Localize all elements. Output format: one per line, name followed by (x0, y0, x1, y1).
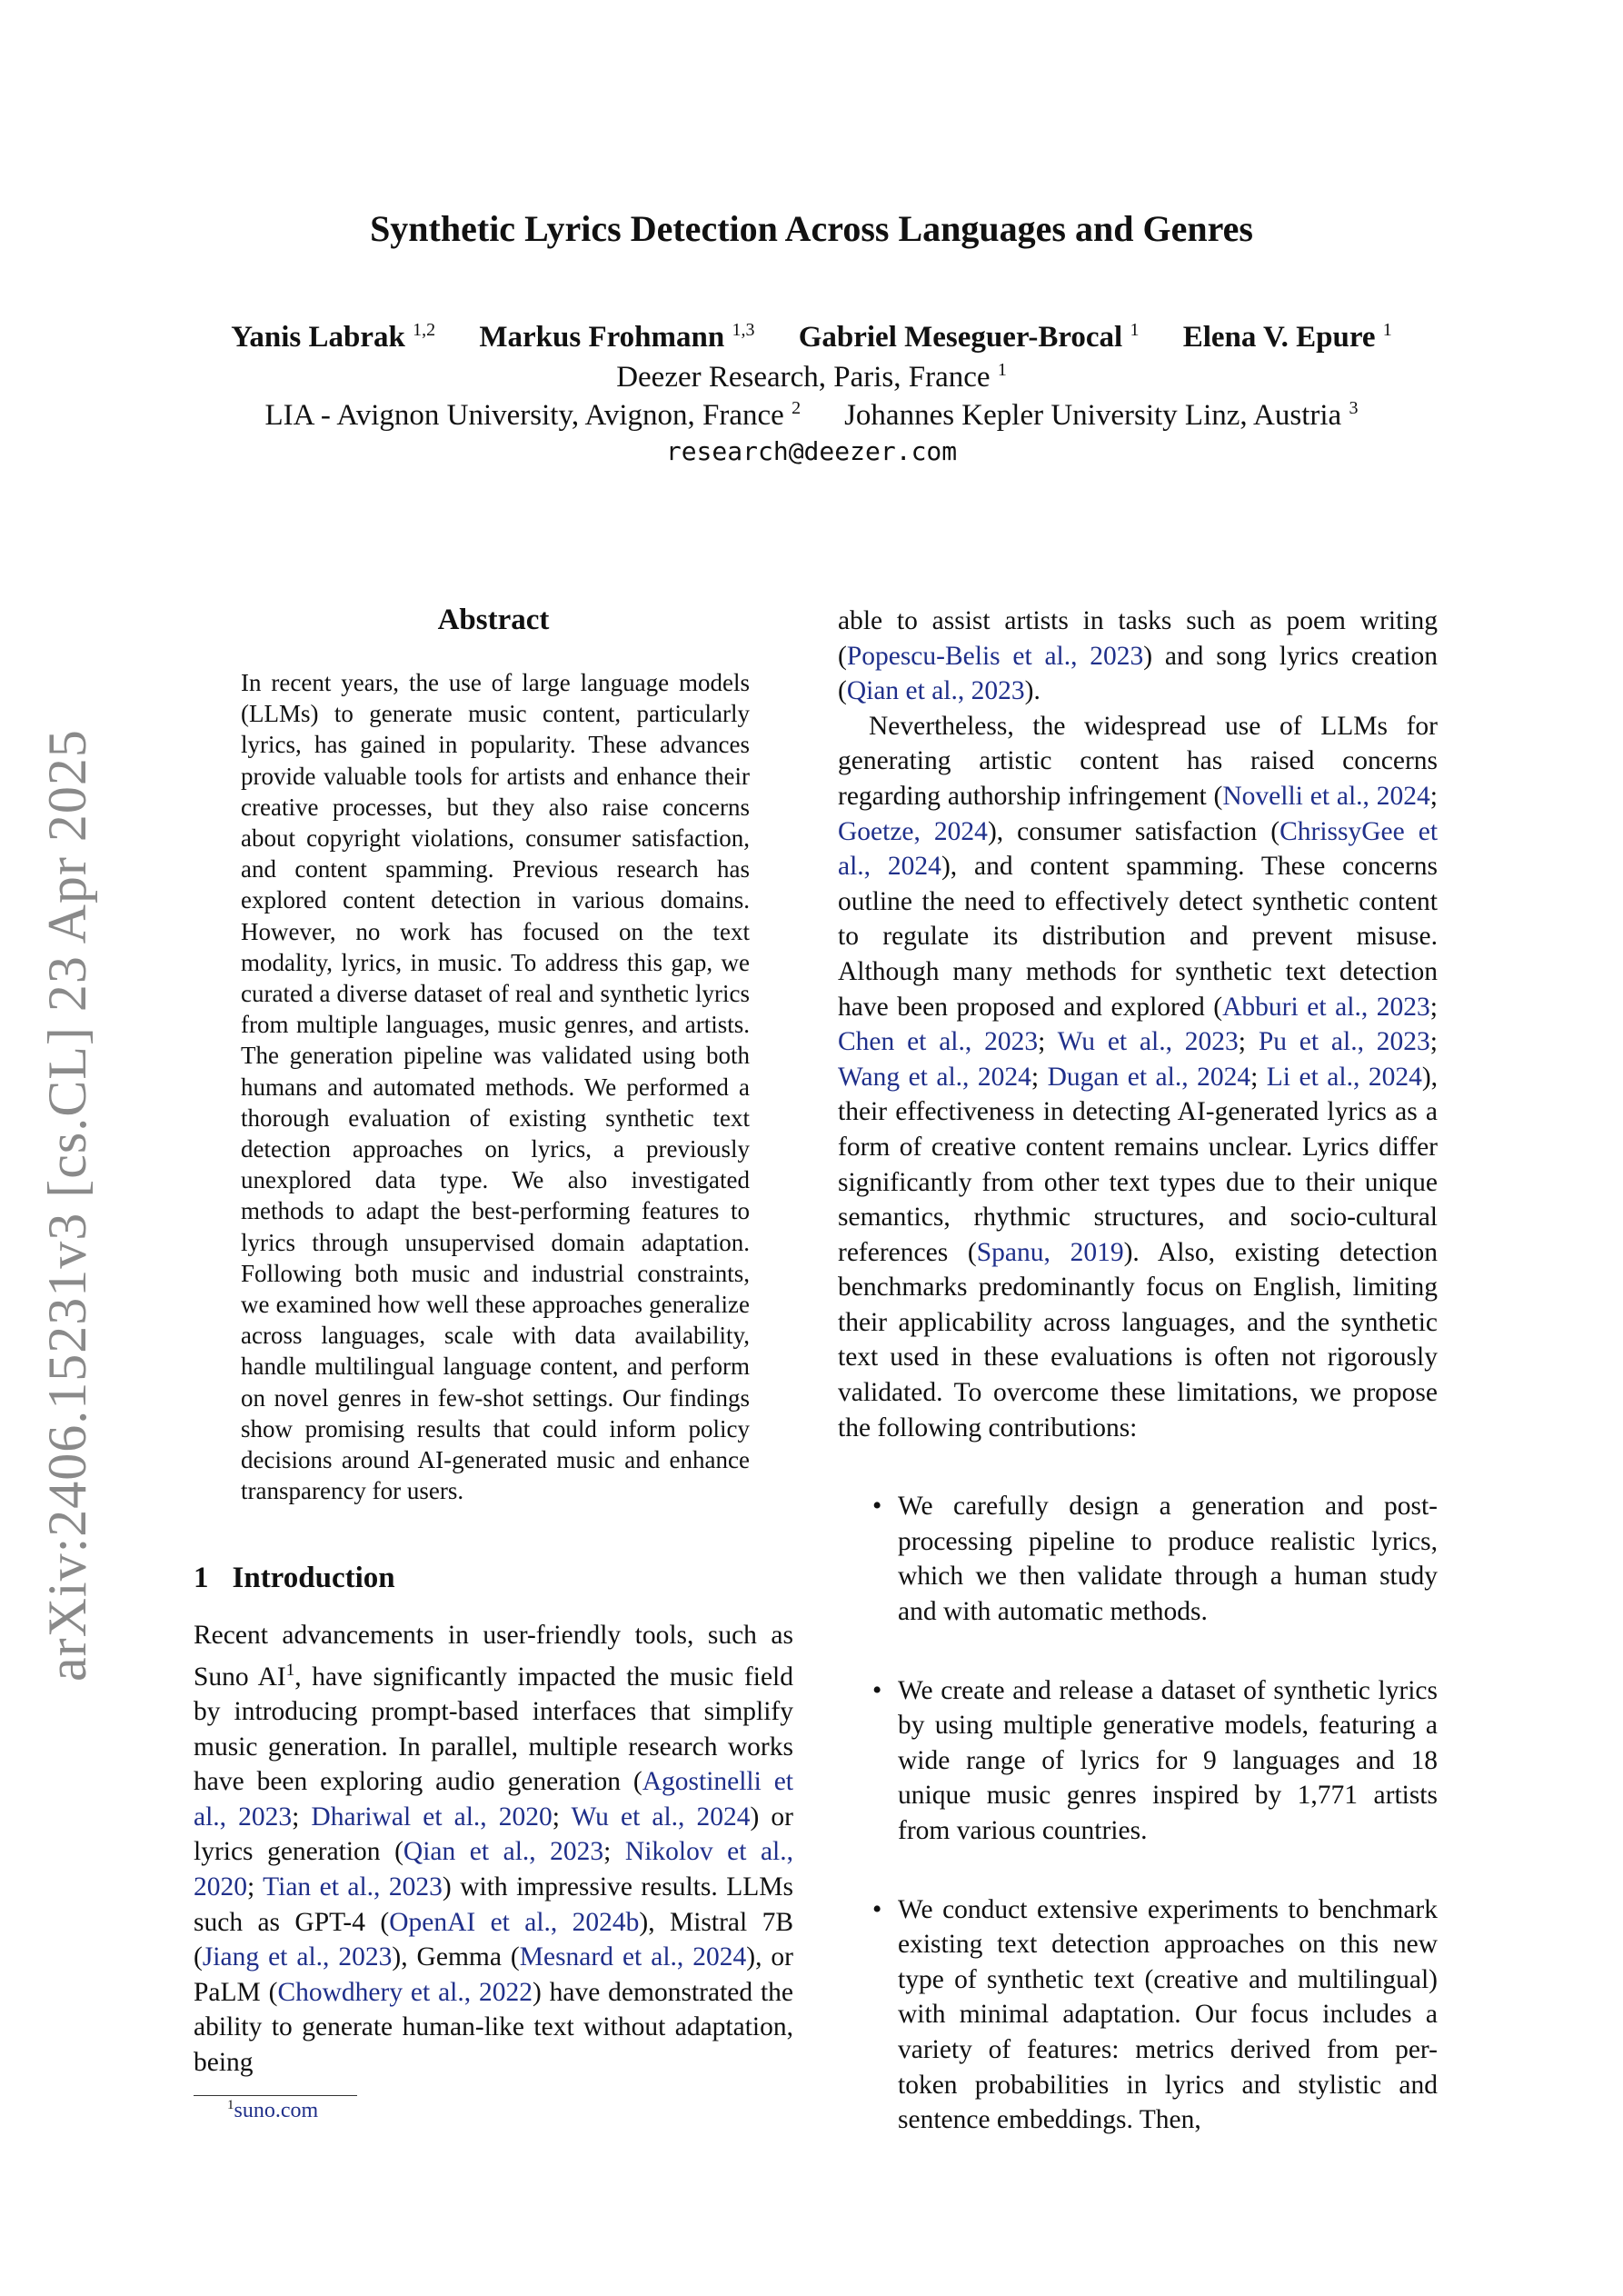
list-item: • We conduct extensive experiments to benchmark existing text detection approaches on this new type of synthetic text (creative and multilingual) with minimal adaptation. Our focus includes a variety of features: metrics derived from per-token probabilities in lyrics and stylistic and sentence embeddings. Then, (872, 1894, 1438, 2135)
right-column (838, 604, 1438, 2181)
author: Gabriel Meseguer-Brocal $^1$ (798, 320, 1140, 354)
citation-link[interactable]: Agostinelli et al., 2023 (194, 1767, 793, 1832)
footnote-marker[interactable]: 1 (285, 1660, 295, 1680)
intro-paragraph: Recent advancements in user-friendly tools, such as Suno AI$^1$, have significantly impacted the music field by introducing prompt-based interfaces that simplify music generation. In parallel, multiple research works have been exploring audio generation (Agostinelli et al., 2023; Dhariwal et al., 2020; Wu et al., 2024) or lyrics generation (Qian et al., 2023; Nikolov et al., 2020; Tian et al., 2023) with impressive results. LLMs such as GPT-4 (OpenAI et al., 2024b), Mistral 7B (Jiang et al., 2023), Gemma (Mesnard et al., 2024), or PaLM (Chowdhery et al., 2022) have demonstrated the ability to generate human-like text without adaptation, being (194, 1621, 794, 2077)
affiliation-line: LIA - Avignon University, Avignon, France $^2$ Johannes Kepler University Linz, Austria $^3$ (264, 398, 1359, 432)
contribution-list (838, 1489, 1438, 2138)
author-list (0, 320, 1623, 354)
author: Elena V. Epure $^1$ (1182, 320, 1392, 354)
author: Yanis Labrak $^{1,2}$ (231, 320, 436, 354)
paper-title: Synthetic Lyrics Detection Across Languages and Genres (370, 208, 1253, 249)
citation-link[interactable]: Qian et al., 2023 (846, 676, 1025, 706)
citation-link[interactable]: Abburi et al., 2023 (1222, 992, 1430, 1022)
citation-link[interactable]: Wang et al., 2024 (838, 1062, 1031, 1092)
citation-link[interactable]: Spanu, 2019 (976, 1237, 1124, 1267)
citation-link[interactable]: Qian et al., 2023 (403, 1837, 604, 1867)
paragraph: able to assist artists in tasks such as poem writing (Popescu-Belis et al., 2023) and song lyrics creation (Qian et al., 2023). (838, 606, 1438, 706)
contact-email: research@deezer.com (665, 436, 958, 466)
citation-link[interactable]: Chowdhery et al., 2022 (277, 1977, 533, 2007)
citation-link[interactable]: Wu et al., 2023 (1057, 1027, 1239, 1057)
citation-link[interactable]: OpenAI et al., 2024b (389, 1907, 640, 1937)
citation-link[interactable]: Jiang et al., 2023 (202, 1942, 393, 1972)
citation-link[interactable]: Wu et al., 2024 (571, 1802, 751, 1832)
author: Markus Frohmann $^{1,3}$ (479, 320, 755, 354)
list-item: • We carefully design a generation and post-processing pipeline to produce realistic lyrics, which we then validate through a human study and with automatic methods. (872, 1492, 1438, 1627)
citation-link[interactable]: Dugan et al., 2024 (1047, 1062, 1251, 1092)
citation-link[interactable]: Li et al., 2024 (1266, 1062, 1422, 1092)
citation-link[interactable]: Nikolov et al., 2020 (194, 1837, 793, 1902)
footnote: $^1$suno.com (227, 2098, 319, 2122)
citation-link[interactable]: Goetze, 2024 (838, 816, 988, 846)
abstract-heading: Abstract (437, 604, 550, 636)
citation-link[interactable]: ChrissyGee et al., 2024 (838, 816, 1439, 882)
section-heading: 1 Introduction (194, 1562, 395, 1594)
citation-link[interactable]: Pu et al., 2023 (1258, 1027, 1430, 1057)
affiliation-line: Deezer Research, Paris, France $^1$ (616, 360, 1007, 394)
citation-link[interactable]: Dhariwal et al., 2020 (311, 1802, 553, 1832)
paragraph: Nevertheless, the widespread use of LLMs for generating artistic content has raised concerns regarding authorship infringement (Novelli et al., 2024; Goetze, 2024), consumer satisfaction (ChrissyGee et al., 2024), and content spamming. These concerns outline the need to effectively detect synthetic content to regulate its distribution and prevent misuse. Although many methods for synthetic text detection have been proposed and explored (Abburi et al., 2023; Chen et al., 2023; Wu et al., 2023; Pu et al., 2023; Wang et al., 2024; Dugan et al., 2024; Li et al., 2024), their effectiveness in detecting AI-generated lyrics as a form of creative content remains unclear. Lyrics differ significantly from other text types due to their unique semantics, rhythmic structures, and socio-cultural references (Spanu, 2019). Also, existing detection benchmarks predominantly focus on English, limiting their applicability across languages, and the synthetic text used in these evaluations is often not rigorously validated. To overcome these limitations, we propose the following contributions: (838, 711, 1439, 1442)
arxiv-stamp: arXiv:2406.15231v3 [cs.CL] 23 Apr 2025 (37, 729, 97, 1682)
citation-link[interactable]: Chen et al., 2023 (838, 1027, 1039, 1057)
abstract-text: In recent years, the use of large language models (LLMs) to generate music content, particularly lyrics, has gained in popularity. These advances provide valuable tools for artists and enhance their creative processes, but they also raise concerns about copyright violations, consumer satisfaction, and content spamming. Previous research has explored content detection in various domains. However, no work has focused on the text modality, lyrics, in music. To address this gap, we curated a diverse dataset of real and synthetic lyrics from multiple languages, music genres, and artists. The generation pipeline was validated using both humans and automated methods. We performed a thorough evaluation of existing synthetic text detection approaches on lyrics, a previously unexplored data type. We also investigated methods to adapt the best-performing features to lyrics through unsupervised domain adaptation. Following both music and industrial constraints, we examined how well these approaches generalize across languages, scale with data availability, handle multilingual language content, and perform on novel genres in few-shot settings. Our findings show promising results that could inform policy decisions around AI-generated music and enhance transparency for users. (241, 669, 750, 1505)
footnote-divider (194, 2095, 357, 2096)
citation-link[interactable]: Novelli et al., 2024 (1222, 781, 1430, 811)
citation-link[interactable]: Popescu-Belis et al., 2023 (846, 641, 1144, 671)
list-item: • We create and release a dataset of synthetic lyrics by using multiple generative models, featuring a wide range of lyrics for 9 languages and 18 unique music genres inspired by 1,771 artists from various countries. (872, 1675, 1438, 1845)
footnote-link[interactable]: suno.com (234, 2099, 319, 2122)
citation-link[interactable]: Mesnard et al., 2024 (519, 1942, 747, 1972)
citation-link[interactable]: Tian et al., 2023 (263, 1872, 443, 1902)
